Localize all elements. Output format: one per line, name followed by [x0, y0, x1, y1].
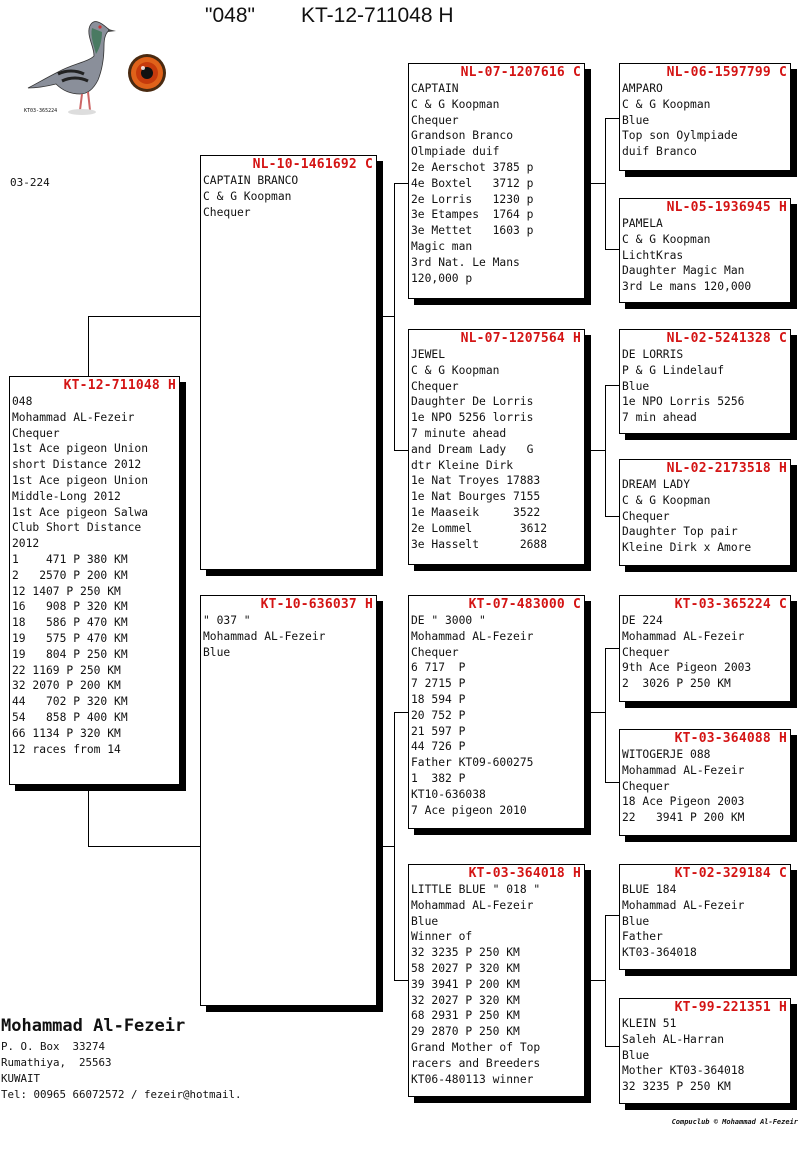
- dam-sire-card: [408, 595, 585, 829]
- card-line: Blue: [622, 914, 650, 928]
- connector: [605, 648, 619, 649]
- pedigree-name: "048": [205, 4, 255, 27]
- card-line: 2012: [12, 537, 40, 551]
- ring-number: NL-07-1207616 C: [460, 65, 581, 80]
- card-line: Mohammad AL-Fezeir: [203, 629, 326, 643]
- card-line: Top son Oylmpiade: [622, 129, 738, 143]
- card-line: 6 717 P: [411, 661, 466, 675]
- card-line: Blue: [622, 1048, 650, 1062]
- breeder-address-line: Rumathiya, 25563: [1, 1056, 112, 1069]
- card-line: 21 597 P: [411, 724, 466, 738]
- bird-name: LITTLE BLUE " 018 ": [411, 883, 541, 896]
- card-line: KT03-364018: [622, 946, 697, 960]
- connector: [88, 316, 200, 317]
- connector: [605, 385, 606, 516]
- card-line: Chequer: [411, 113, 459, 127]
- bird-name: AMPARO: [622, 82, 663, 95]
- connector: [88, 316, 89, 376]
- ring-number: KT-10-636037 H: [260, 597, 373, 612]
- card-line: 3e Mettet 1603 p: [411, 224, 534, 238]
- card-line: Blue: [411, 914, 439, 928]
- card-line: C & G Koopman: [622, 493, 711, 507]
- card-line: Grand Mother of Top: [411, 1040, 541, 1054]
- dam-dam-dam-card: [619, 998, 791, 1104]
- dam-card: [200, 595, 377, 1006]
- card-line: 19 575 P 470 KM: [12, 631, 128, 645]
- card-line: 44 702 P 320 KM: [12, 695, 128, 709]
- card-line: C & G Koopman: [203, 189, 292, 203]
- sire-card: [200, 155, 377, 570]
- card-line: short Distance 2012: [12, 458, 142, 472]
- card-line: Chequer: [622, 779, 670, 793]
- card-line: 9th Ace Pigeon 2003: [622, 661, 752, 675]
- card-line: 1e Nat Troyes 17883: [411, 474, 541, 488]
- card-line: and Dream Lady G: [411, 442, 534, 456]
- connector: [394, 980, 408, 981]
- card-line: Saleh AL-Harran: [622, 1032, 725, 1046]
- connector: [585, 183, 605, 184]
- ring-number: NL-10-1461692 C: [252, 157, 373, 172]
- card-line: Mother KT03-364018: [622, 1064, 745, 1078]
- card-line: 3e Hasselt 2688: [411, 537, 548, 551]
- card-line: Daughter Top pair: [622, 525, 738, 539]
- card-line: Grandson Branco: [411, 129, 514, 143]
- card-line: racers and Breeders: [411, 1056, 541, 1070]
- bird-name: 048: [12, 395, 33, 408]
- connector: [585, 450, 605, 451]
- card-line: 20 752 P: [411, 708, 466, 722]
- card-line: 16 908 P 320 KM: [12, 600, 128, 614]
- connector: [605, 1046, 619, 1047]
- card-line: 4e Boxtel 3712 p: [411, 176, 534, 190]
- bird-name: BLUE 184: [622, 883, 677, 896]
- card-line: Chequer: [622, 509, 670, 523]
- card-line: 3e Etampes 1764 p: [411, 208, 534, 222]
- dam-sire-sire-card: [619, 595, 791, 702]
- bird-name: WITOGERJE 088: [622, 748, 711, 761]
- connector: [394, 183, 395, 450]
- side-code: 03-224: [10, 176, 50, 189]
- ring-number: NL-07-1207564 H: [460, 331, 581, 346]
- card-line: 18 Ace Pigeon 2003: [622, 795, 745, 809]
- card-line: 7 Ace pigeon 2010: [411, 803, 527, 817]
- card-line: dtr Kleine Dirk: [411, 458, 514, 472]
- card-line: 32 2070 P 200 KM: [12, 679, 121, 693]
- card-line: Magic man: [411, 239, 473, 253]
- card-line: 58 2027 P 320 KM: [411, 961, 520, 975]
- card-line: 68 2931 P 250 KM: [411, 1009, 520, 1023]
- card-line: 2e Aerschot 3785 p: [411, 160, 534, 174]
- ring-number: KT-03-365224 C: [674, 597, 787, 612]
- software-credit: Compuclub © Mohammad Al-Fezeir: [671, 1118, 798, 1126]
- card-line: KT10-636038: [411, 787, 486, 801]
- card-line: P & G Lindelauf: [622, 363, 725, 377]
- card-line: 2e Lorris 1230 p: [411, 192, 534, 206]
- bird-name: DE " 3000 ": [411, 614, 486, 627]
- bird-name: KLEIN 51: [622, 1017, 677, 1030]
- card-line: duif Branco: [622, 145, 697, 159]
- connector: [394, 712, 395, 980]
- ring-number: KT-99-221351 H: [674, 1000, 787, 1015]
- breeder-contact-line: Tel: 00965 66072572 / fezeir@hotmail.: [1, 1088, 242, 1101]
- card-line: Olmpiade duif: [411, 145, 500, 159]
- card-line: 12 races from 14: [12, 742, 121, 756]
- card-line: 32 3235 P 250 KM: [411, 946, 520, 960]
- card-line: C & G Koopman: [411, 97, 500, 111]
- card-line: C & G Koopman: [622, 97, 711, 111]
- ring-number: NL-02-5241328 C: [666, 331, 787, 346]
- card-line: Middle-Long 2012: [12, 489, 121, 503]
- card-line: Club Short Distance: [12, 521, 142, 535]
- card-line: 7 minute ahead: [411, 426, 507, 440]
- card-line: 1st Ace pigeon Union: [12, 473, 149, 487]
- card-line: 44 726 P: [411, 740, 466, 754]
- card-line: Blue: [622, 113, 650, 127]
- card-line: Chequer: [411, 379, 459, 393]
- sire-dam-dam-card: [619, 459, 791, 566]
- ring-number: KT-03-364088 H: [674, 731, 787, 746]
- card-line: Chequer: [622, 645, 670, 659]
- card-line: 120,000 p: [411, 271, 473, 285]
- card-line: 32 2027 P 320 KM: [411, 993, 520, 1007]
- card-line: 1e NPO Lorris 5256: [622, 395, 745, 409]
- card-line: 54 858 P 400 KM: [12, 710, 128, 724]
- card-line: Daughter Magic Man: [622, 264, 745, 278]
- breeder-name: Mohammad Al-Fezeir: [1, 1016, 186, 1036]
- bird-name: DE 224: [622, 614, 663, 627]
- bird-name: " 037 ": [203, 614, 251, 627]
- connector: [605, 118, 606, 249]
- card-line: Mohammad AL-Fezeir: [411, 629, 534, 643]
- ring-number: KT-12-711048 H: [63, 378, 176, 393]
- card-line: 22 3941 P 200 KM: [622, 811, 745, 825]
- card-line: Father: [622, 930, 663, 944]
- card-line: 1st Ace pigeon Salwa: [12, 505, 149, 519]
- card-line: C & G Koopman: [411, 363, 500, 377]
- card-line: 32 3235 P 250 KM: [622, 1080, 731, 1094]
- card-line: Chequer: [12, 426, 60, 440]
- card-line: Kleine Dirk x Amore: [622, 541, 752, 555]
- card-line: 2 3026 P 250 KM: [622, 677, 731, 691]
- subject-card: [9, 376, 180, 785]
- dam-dam-card: [408, 864, 585, 1097]
- card-line: 3rd Nat. Le Mans: [411, 255, 520, 269]
- card-line: LichtKras: [622, 248, 684, 262]
- connector: [605, 782, 619, 783]
- card-line: Mohammad AL-Fezeir: [12, 410, 135, 424]
- card-line: Mohammad AL-Fezeir: [622, 629, 745, 643]
- pigeon-photo-label: KT03-365224: [24, 108, 58, 114]
- card-line: 1e Nat Bourges 7155: [411, 490, 541, 504]
- ring-number: NL-06-1597799 C: [666, 65, 787, 80]
- card-line: 1st Ace pigeon Union: [12, 442, 149, 456]
- connector: [394, 183, 408, 184]
- connector: [605, 648, 606, 782]
- card-line: Winner of: [411, 930, 473, 944]
- connector: [377, 846, 394, 847]
- ring-number: NL-05-1936945 H: [666, 200, 787, 215]
- card-line: KT06-480113 winner: [411, 1072, 534, 1086]
- card-line: Blue: [203, 645, 231, 659]
- card-line: 29 2870 P 250 KM: [411, 1025, 520, 1039]
- card-line: 1e Maaseik 3522: [411, 505, 541, 519]
- connector: [394, 712, 408, 713]
- card-line: 1 382 P: [411, 771, 466, 785]
- connector: [605, 118, 619, 119]
- connector: [605, 385, 619, 386]
- card-line: 22 1169 P 250 KM: [12, 663, 121, 677]
- card-line: Mohammad AL-Fezeir: [622, 898, 745, 912]
- sire-sire-card: [408, 63, 585, 299]
- connector: [88, 846, 200, 847]
- pigeon-eye-photo: [127, 53, 167, 93]
- card-line: 18 594 P: [411, 692, 466, 706]
- ring-number: KT-03-364018 H: [468, 866, 581, 881]
- connector: [605, 516, 619, 517]
- card-line: Mohammad AL-Fezeir: [622, 763, 745, 777]
- connector: [605, 249, 619, 250]
- connector: [605, 915, 606, 1046]
- sire-sire-sire-card: [619, 63, 791, 171]
- card-line: Mohammad AL-Fezeir: [411, 898, 534, 912]
- breeder-address-line: KUWAIT: [1, 1072, 41, 1085]
- card-line: 1 471 P 380 KM: [12, 552, 128, 566]
- ring-number: NL-02-2173518 H: [666, 461, 787, 476]
- connector: [585, 980, 605, 981]
- card-line: 7 2715 P: [411, 677, 466, 691]
- connector: [394, 450, 408, 451]
- card-line: Father KT09-600275: [411, 756, 534, 770]
- card-line: 3rd Le mans 120,000: [622, 280, 752, 294]
- connector: [88, 785, 89, 846]
- card-line: 2 2570 P 200 KM: [12, 568, 128, 582]
- card-line: 1e NPO 5256 lorris: [411, 411, 534, 425]
- dam-sire-dam-card: [619, 729, 791, 836]
- bird-name: JEWEL: [411, 348, 446, 361]
- dam-dam-sire-card: [619, 864, 791, 970]
- connector: [377, 316, 394, 317]
- pedigree-ring: KT-12-711048 H: [301, 4, 454, 27]
- sire-dam-sire-card: [619, 329, 791, 434]
- card-line: 18 586 P 470 KM: [12, 616, 128, 630]
- bird-name: PAMELA: [622, 217, 663, 230]
- sire-dam-card: [408, 329, 585, 565]
- bird-name: DE LORRIS: [622, 348, 684, 361]
- card-line: Daughter De Lorris: [411, 395, 534, 409]
- connector: [585, 712, 605, 713]
- ring-number: KT-02-329184 C: [674, 866, 787, 881]
- card-line: 66 1134 P 320 KM: [12, 726, 121, 740]
- sire-sire-dam-card: [619, 198, 791, 303]
- bird-name: DREAM LADY: [622, 478, 691, 491]
- ring-number: KT-07-483000 C: [468, 597, 581, 612]
- breeder-address-line: P. O. Box 33274: [1, 1040, 106, 1053]
- card-line: 12 1407 P 250 KM: [12, 584, 121, 598]
- card-line: 7 min ahead: [622, 411, 697, 425]
- card-line: 39 3941 P 200 KM: [411, 977, 520, 991]
- bird-name: CAPTAIN BRANCO: [203, 174, 299, 187]
- card-line: C & G Koopman: [622, 232, 711, 246]
- card-line: Chequer: [203, 205, 251, 219]
- bird-name: CAPTAIN: [411, 82, 459, 95]
- card-line: 19 804 P 250 KM: [12, 647, 128, 661]
- card-line: Blue: [622, 379, 650, 393]
- connector: [605, 915, 619, 916]
- card-line: Chequer: [411, 645, 459, 659]
- card-line: 2e Lommel 3612: [411, 521, 548, 535]
